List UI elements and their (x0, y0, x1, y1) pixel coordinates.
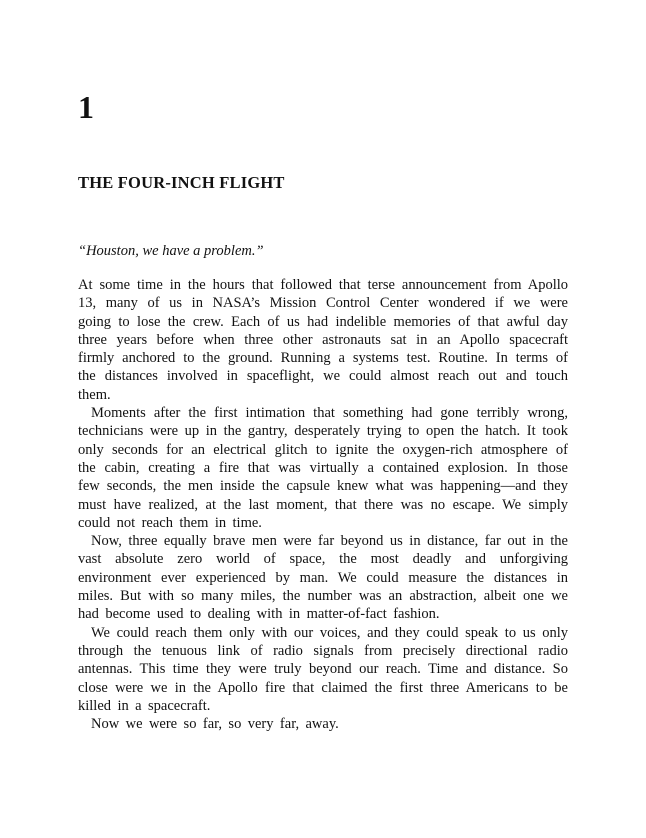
chapter-title: THE FOUR-INCH FLIGHT (78, 173, 285, 192)
epigraph: “Houston, we have a problem.” (78, 243, 264, 259)
paragraph: At some time in the hours that followed that terse announcement from Apollo 13, many of us in NASA’s Mission Control Center wondered if we were going to lose the crew. Each of us had indelible memories of that awful day three years before when three other astronauts sat in an Apollo spacecraft firmly anchored to the ground. Running a systems test. Routine. In terms of the distances involved in spaceflight, we could almost reach out and touch them. (78, 277, 568, 403)
paragraph: Now we were so far, so very far, away. (91, 716, 339, 733)
chapter-number: 1 (78, 89, 94, 125)
body-text (78, 276, 568, 733)
paragraph: Moments after the first intimation that something had gone terribly wrong, technicians were up in the gantry, desperately trying to open the hatch. It took only seconds for an electrical glitch to ignite the oxygen-rich atmosphere of the cabin, creating a fire that was virtually a contained explosion. In those few seconds, the men inside the capsule knew what was happening—and they must have realized, at the last moment, that there was no escape. We simply could not reach them in time. (78, 405, 568, 531)
paragraph: Now, three equally brave men were far beyond us in distance, far out in the vast absolute zero world of space, the most deadly and unforgiving environment ever experienced by man. We could measure the distances in miles. But with so many miles, the number was an abstraction, albeit one we had become used to dealing with in matter-of-fact fashion. (78, 533, 568, 623)
paragraph: We could reach them only with our voices, and they could speak to us only through the tenuous link of radio signals from precisely directional radio antennas. This time they were truly beyond our reach. Time and distance. So close were we in the Apollo fire that claimed the first three Americans to be killed in a spacecraft. (78, 624, 568, 714)
